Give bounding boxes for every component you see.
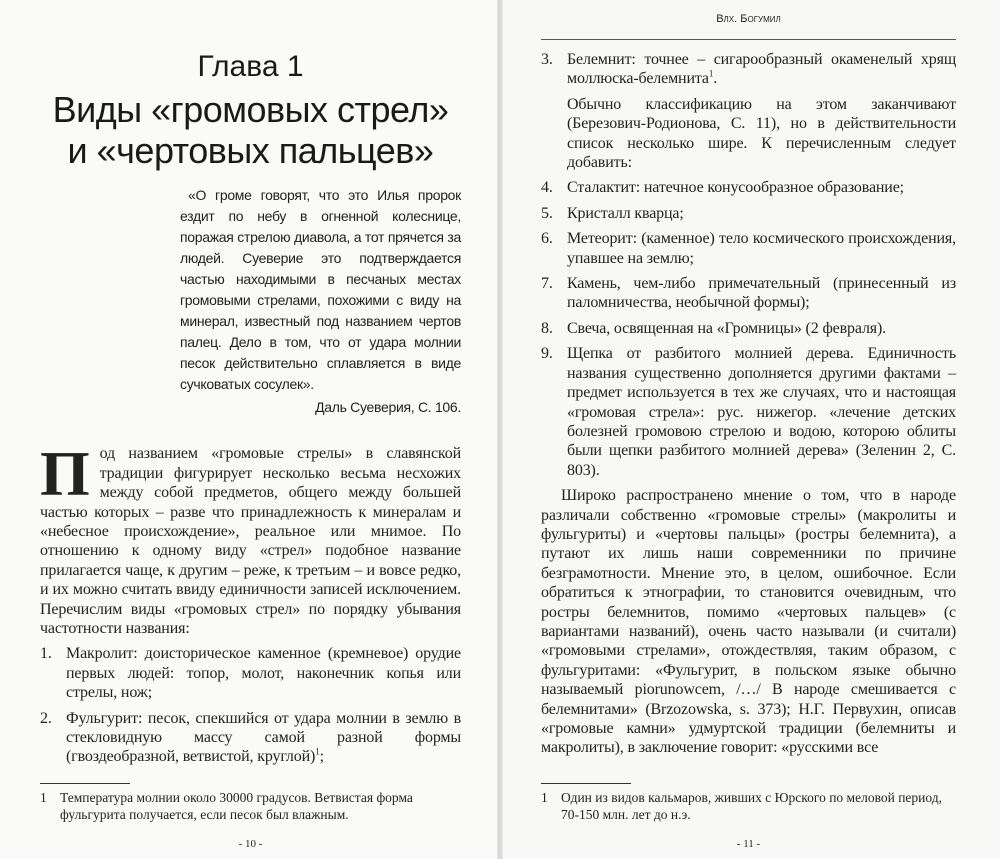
header-rule: [541, 39, 956, 40]
drop-cap: П: [40, 438, 90, 510]
footnote-area: [541, 767, 956, 851]
list-item: 8. Свеча, освященная на «Громницы» (2 февраля).: [541, 319, 887, 337]
footnote-rule: [40, 783, 130, 784]
opening-paragraph: Под названием «громовые стрелы» в славянской традиции фигурирует несколько весьма несхожих между собой предметов, общего между большей частью которых – разве что принадлежность к минералам и «небесное происхождение», реальное или мнимое. По отношению к одному виду «стрел» подобное название прилагается чаще, к другим – реже, к третьим – и вовсе редко, и их можно считать ввиду единичности записей исключением. Перечислим виды «громовых стрел» по порядку убывания частотности названия:: [40, 438, 461, 637]
list-continuation: Обычно классификацию на этом заканчивают (Березович-Родионова, С. 11), но в действительности список несколько шире. К перечисленным следует добавить:: [567, 95, 956, 172]
list-item: 6. Метеорит: (каменное) тело космического происхождения, упавшее на землю;: [541, 230, 956, 267]
running-header: Влх. Богумил: [716, 13, 781, 25]
page-number: - 10 -: [238, 837, 263, 850]
right-page: [503, 0, 1000, 859]
left-page: [0, 0, 497, 859]
list-item: 1. Макролит: доисторическое каменное (кремневое) орудие первых людей: топор, молот, наконечник копья или стрелы, нож;: [40, 645, 461, 702]
chapter-title-line-2: и «чертовых пальцев»: [67, 129, 434, 171]
chapter-title-line-1: Виды «громовых стрел»: [52, 88, 449, 130]
list-item: 7. Камень, чем-либо примечательный (принесенный из паломничества, необычной формы);: [541, 275, 956, 312]
epigraph-source: Даль Суеверия, С. 106.: [315, 399, 461, 416]
left-body-text: [40, 438, 461, 767]
page-number: - 11 -: [736, 837, 761, 850]
footnote: 1 Один из видов кальмаров, живших с Юрского по меловой период, 70-150 млн. лет до н.э.: [541, 789, 942, 822]
list-item: 9. Щепка от разбитого молнией дерева. Единичность названия существенно дополняется другими фактами – предмет используется в тех же случаях, что и настоящая «громовая стрела»: рус. нижегор. «лечение детских болезней громовою стрелою и водою, которою облиты были щепки разбитого молнией дерева» (Зеленин 2, С. 803).: [541, 345, 956, 479]
list-item: 3. Белемнит: точнее – сигарообразный окаменелый хрящ моллюска-белемнита$^1$.: [541, 51, 956, 88]
body-paragraph: Широко распространено мнение о том, что в народе различали собственно «громовые стрелы» (макролиты и фульгуриты) и «чертовы пальцы» (ростры белемнита), а путают их лишь наши современники по причине безграмотности. Мнение это, в целом, ошибочное. Если обратиться к этнографии, то становится очевидным, что ростры белемнитов, помимо «чертовых пальцев» (с вариантами названий), очень часто называли (и считали) «громовыми стрелами», отождествляя, таким образом, с фульгуритами: «Фульгурит, в польском языке обычно называемый piorunowcem, /…/ В народе смешивается с белемнитами» (Brzozowska, s. 373); Н.Г. Первухин, описав «громовые камни» удмуртской традиции (белемниты и макролиты), в заключение говорит: «русскими все: [541, 487, 956, 757]
list-item: 5. Кристалл кварца;: [541, 204, 684, 222]
footnote: 1 Температура молнии около 30000 градусов. Ветвистая форма фульгурита получается, если песок был влажным.: [40, 789, 413, 822]
epigraph: «О громе говорят, что это Илья пророк ездит по небу в огненной колеснице, поражая стрелою диавола, а тот прячется за людей. Суеверие это подтверждается частью находимыми в песчаных местах громовыми стрелами, похожими с виду на минерал, известный под названием чертов палец. Дело в том, что от удара молнии песок действительно сплавляется в виде сучковатых сосулек».: [180, 187, 461, 393]
footnote-rule: [541, 783, 631, 784]
chapter-number: Глава 1: [197, 50, 304, 83]
footnote-ref: 1: [315, 747, 320, 758]
list-item: 4. Сталактит: натечное конусообразное образование;: [541, 179, 904, 197]
list-item: 2. Фульгурит: песок, спекшийся от удара молнии в землю в стекловидную массу самой разной формы (гвоздеобразной, ветвистой, круглой)$^1$;: [40, 709, 461, 766]
right-body-text: [541, 50, 956, 758]
footnote-ref: 1: [708, 69, 714, 80]
footnote-area: [40, 767, 461, 851]
